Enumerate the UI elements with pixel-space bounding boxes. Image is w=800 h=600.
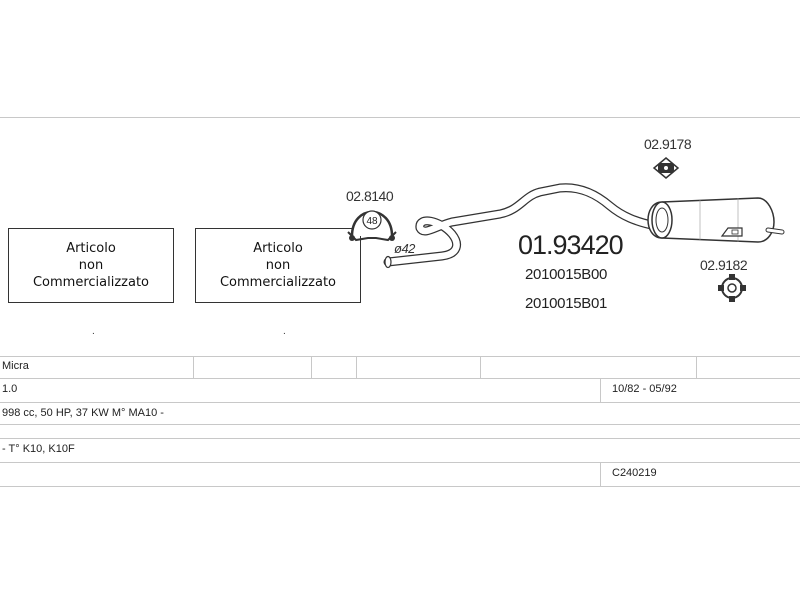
table-divider <box>600 378 601 402</box>
table-line <box>0 486 800 487</box>
table-divider <box>311 356 312 378</box>
reference-cell: C240219 <box>612 467 657 479</box>
clamp-size-label: 48 <box>366 216 378 227</box>
years-cell: 10/82 - 05/92 <box>612 383 677 395</box>
box-label-line1: Articolo <box>66 241 116 256</box>
table-divider <box>356 356 357 378</box>
table-divider <box>600 462 601 486</box>
main-part-code: 01.93420 <box>518 230 623 260</box>
oem-code-2: 2010015B01 <box>525 295 608 312</box>
table-divider <box>193 356 194 378</box>
table-line <box>0 424 800 425</box>
engine-cell: 1.0 <box>2 383 18 395</box>
marker-dot-right: . <box>283 326 286 337</box>
box-label-line3: Commercializzato <box>219 275 337 290</box>
model-cell: Micra <box>2 360 29 372</box>
clamp-icon <box>348 211 396 241</box>
table-divider <box>696 356 697 378</box>
variant-cell: - T° K10, K10F <box>2 443 75 455</box>
table-line <box>0 438 800 439</box>
hanger-top-code: 02.9178 <box>644 136 692 152</box>
hanger-right-icon <box>718 274 746 302</box>
box-label-line2: non <box>78 258 104 273</box>
pipe-inlet <box>385 257 391 268</box>
table-divider <box>480 356 481 378</box>
rear-muffler <box>648 198 782 242</box>
table-line <box>0 378 800 379</box>
hanger-top-icon <box>654 158 678 178</box>
oem-code-1: 2010015B00 <box>525 266 608 283</box>
hanger-right-code: 02.9182 <box>700 257 748 273</box>
box-label-line3: Commercializzato <box>32 275 150 290</box>
box-label-line1: Articolo <box>253 241 303 256</box>
box-label-line2: non <box>265 258 291 273</box>
spec-cell: 998 cc, 50 HP, 37 KW M° MA10 - <box>2 407 164 419</box>
clamp-code: 02.8140 <box>346 188 394 204</box>
table-line <box>0 462 800 463</box>
table-line <box>0 356 800 357</box>
marker-dot-left: . <box>92 326 95 337</box>
table-line <box>0 402 800 403</box>
diameter-label: ø42 <box>394 241 415 256</box>
